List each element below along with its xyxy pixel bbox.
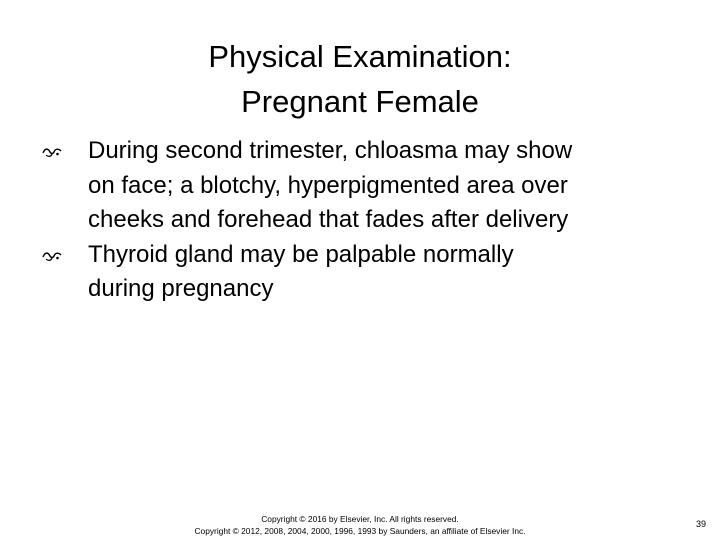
fleuron-bullet-icon	[42, 146, 62, 158]
bullet-2-line-1: Thyroid gland may be palpable normally	[88, 240, 514, 268]
bullet-list	[42, 134, 682, 307]
slide-title-line-1: Physical Examination:	[208, 39, 512, 74]
bullet-item-thyroid	[42, 238, 682, 307]
bullet-1-line-2: on face; a blotchy, hyperpigmented area over	[88, 171, 568, 199]
bullet-item-chloasma	[42, 134, 682, 238]
copyright-line-1: Copyright © 2016 by Elsevier, Inc. All rights reserved.	[261, 514, 459, 524]
slide-title-line-2: Pregnant Female	[241, 84, 479, 119]
footer-copyright	[140, 513, 580, 537]
page-number: 39	[695, 519, 706, 529]
bullet-1-line-1: During second trimester, chloasma may show	[88, 137, 573, 164]
bullet-1-line-3: cheeks and forehead that fades after delivery	[88, 206, 569, 233]
bullet-2-line-2: during pregnancy	[88, 275, 274, 302]
copyright-line-2: Copyright © 2012, 2008, 2004, 2000, 1996, 1993 by Saunders, an affiliate of Elsevier Inc.	[194, 526, 526, 536]
slide-title	[60, 34, 660, 124]
fleuron-bullet-icon	[42, 250, 62, 262]
